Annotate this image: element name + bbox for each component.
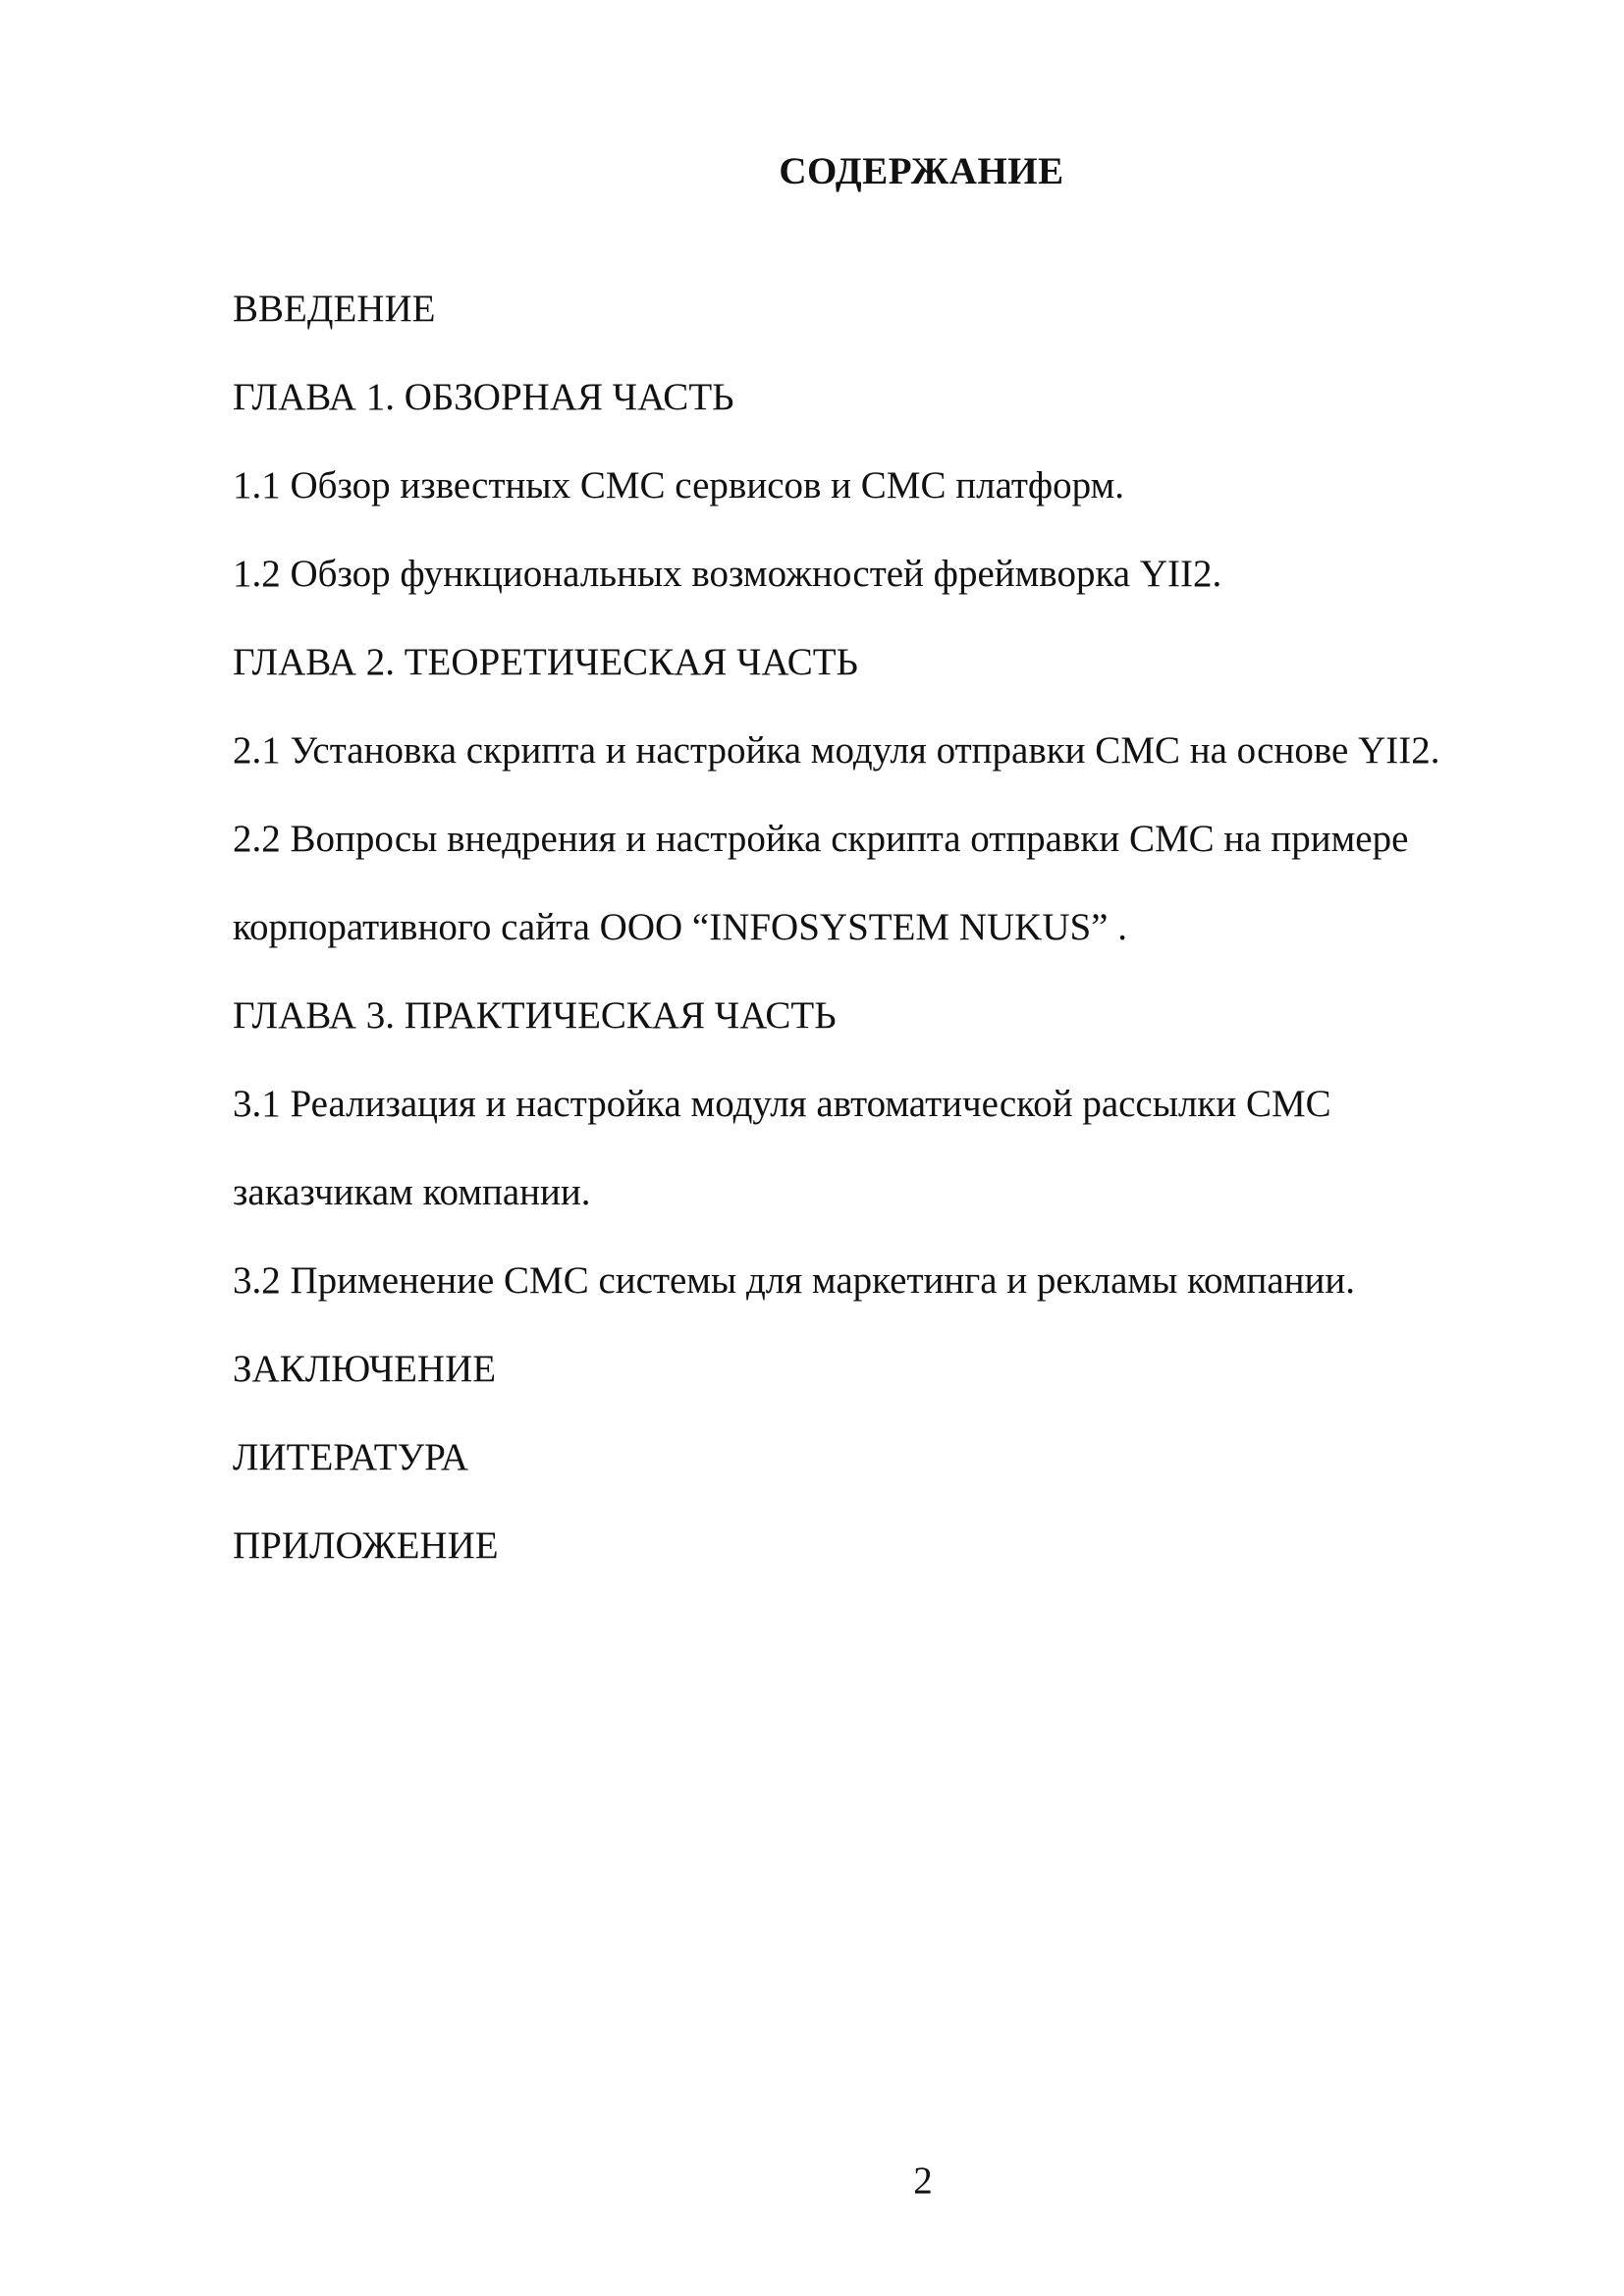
toc-entry-2-1: 2.1 Установка скрипта и настройка модуля отправки СМС на основе YII2. (233, 729, 1440, 772)
toc-entry-2-2-line-2: корпоративного сайта ООО “INFOSYSTEM NUKUS” . (233, 906, 1127, 948)
table-of-contents (233, 281, 1509, 1606)
toc-entry-2-2-line-1: 2.2 Вопросы внедрения и настройка скрипта отправки СМС на примере (233, 818, 1409, 860)
toc-entry-1-1: 1.1 Обзор известных СМС сервисов и СМС платформ. (233, 464, 1125, 507)
toc-entry-3-1-line-1: 3.1 Реализация и настройка модуля автоматической рассылки СМС (233, 1083, 1331, 1125)
toc-entry-1-2: 1.2 Обзор функциональных возможностей фреймворка YII2. (233, 553, 1222, 595)
toc-entry-chapter-3: ГЛАВА 3. ПРАКТИЧЕСКАЯ ЧАСТЬ (233, 994, 837, 1037)
page-number: 2 (913, 2160, 933, 2202)
toc-entry-conclusion: ЗАКЛЮЧЕНИЕ (233, 1348, 497, 1390)
toc-entry-3-1-line-2: заказчикам компании. (233, 1171, 591, 1213)
toc-entry-literature: ЛИТЕРАТУРА (233, 1436, 468, 1478)
toc-entry-introduction: ВВЕДЕНИЕ (233, 288, 436, 330)
toc-entry-appendix: ПРИЛОЖЕНИЕ (233, 1524, 499, 1567)
toc-entry-3-2: 3.2 Применение СМС системы для маркетинга и рекламы компании. (233, 1259, 1356, 1302)
toc-entry-chapter-1: ГЛАВА 1. ОБЗОРНАЯ ЧАСТЬ (233, 376, 734, 418)
page-title: СОДЕРЖАНИЕ (779, 150, 1064, 192)
toc-entry-chapter-2: ГЛАВА 2. ТЕОРЕТИЧЕСКАЯ ЧАСТЬ (233, 641, 858, 683)
